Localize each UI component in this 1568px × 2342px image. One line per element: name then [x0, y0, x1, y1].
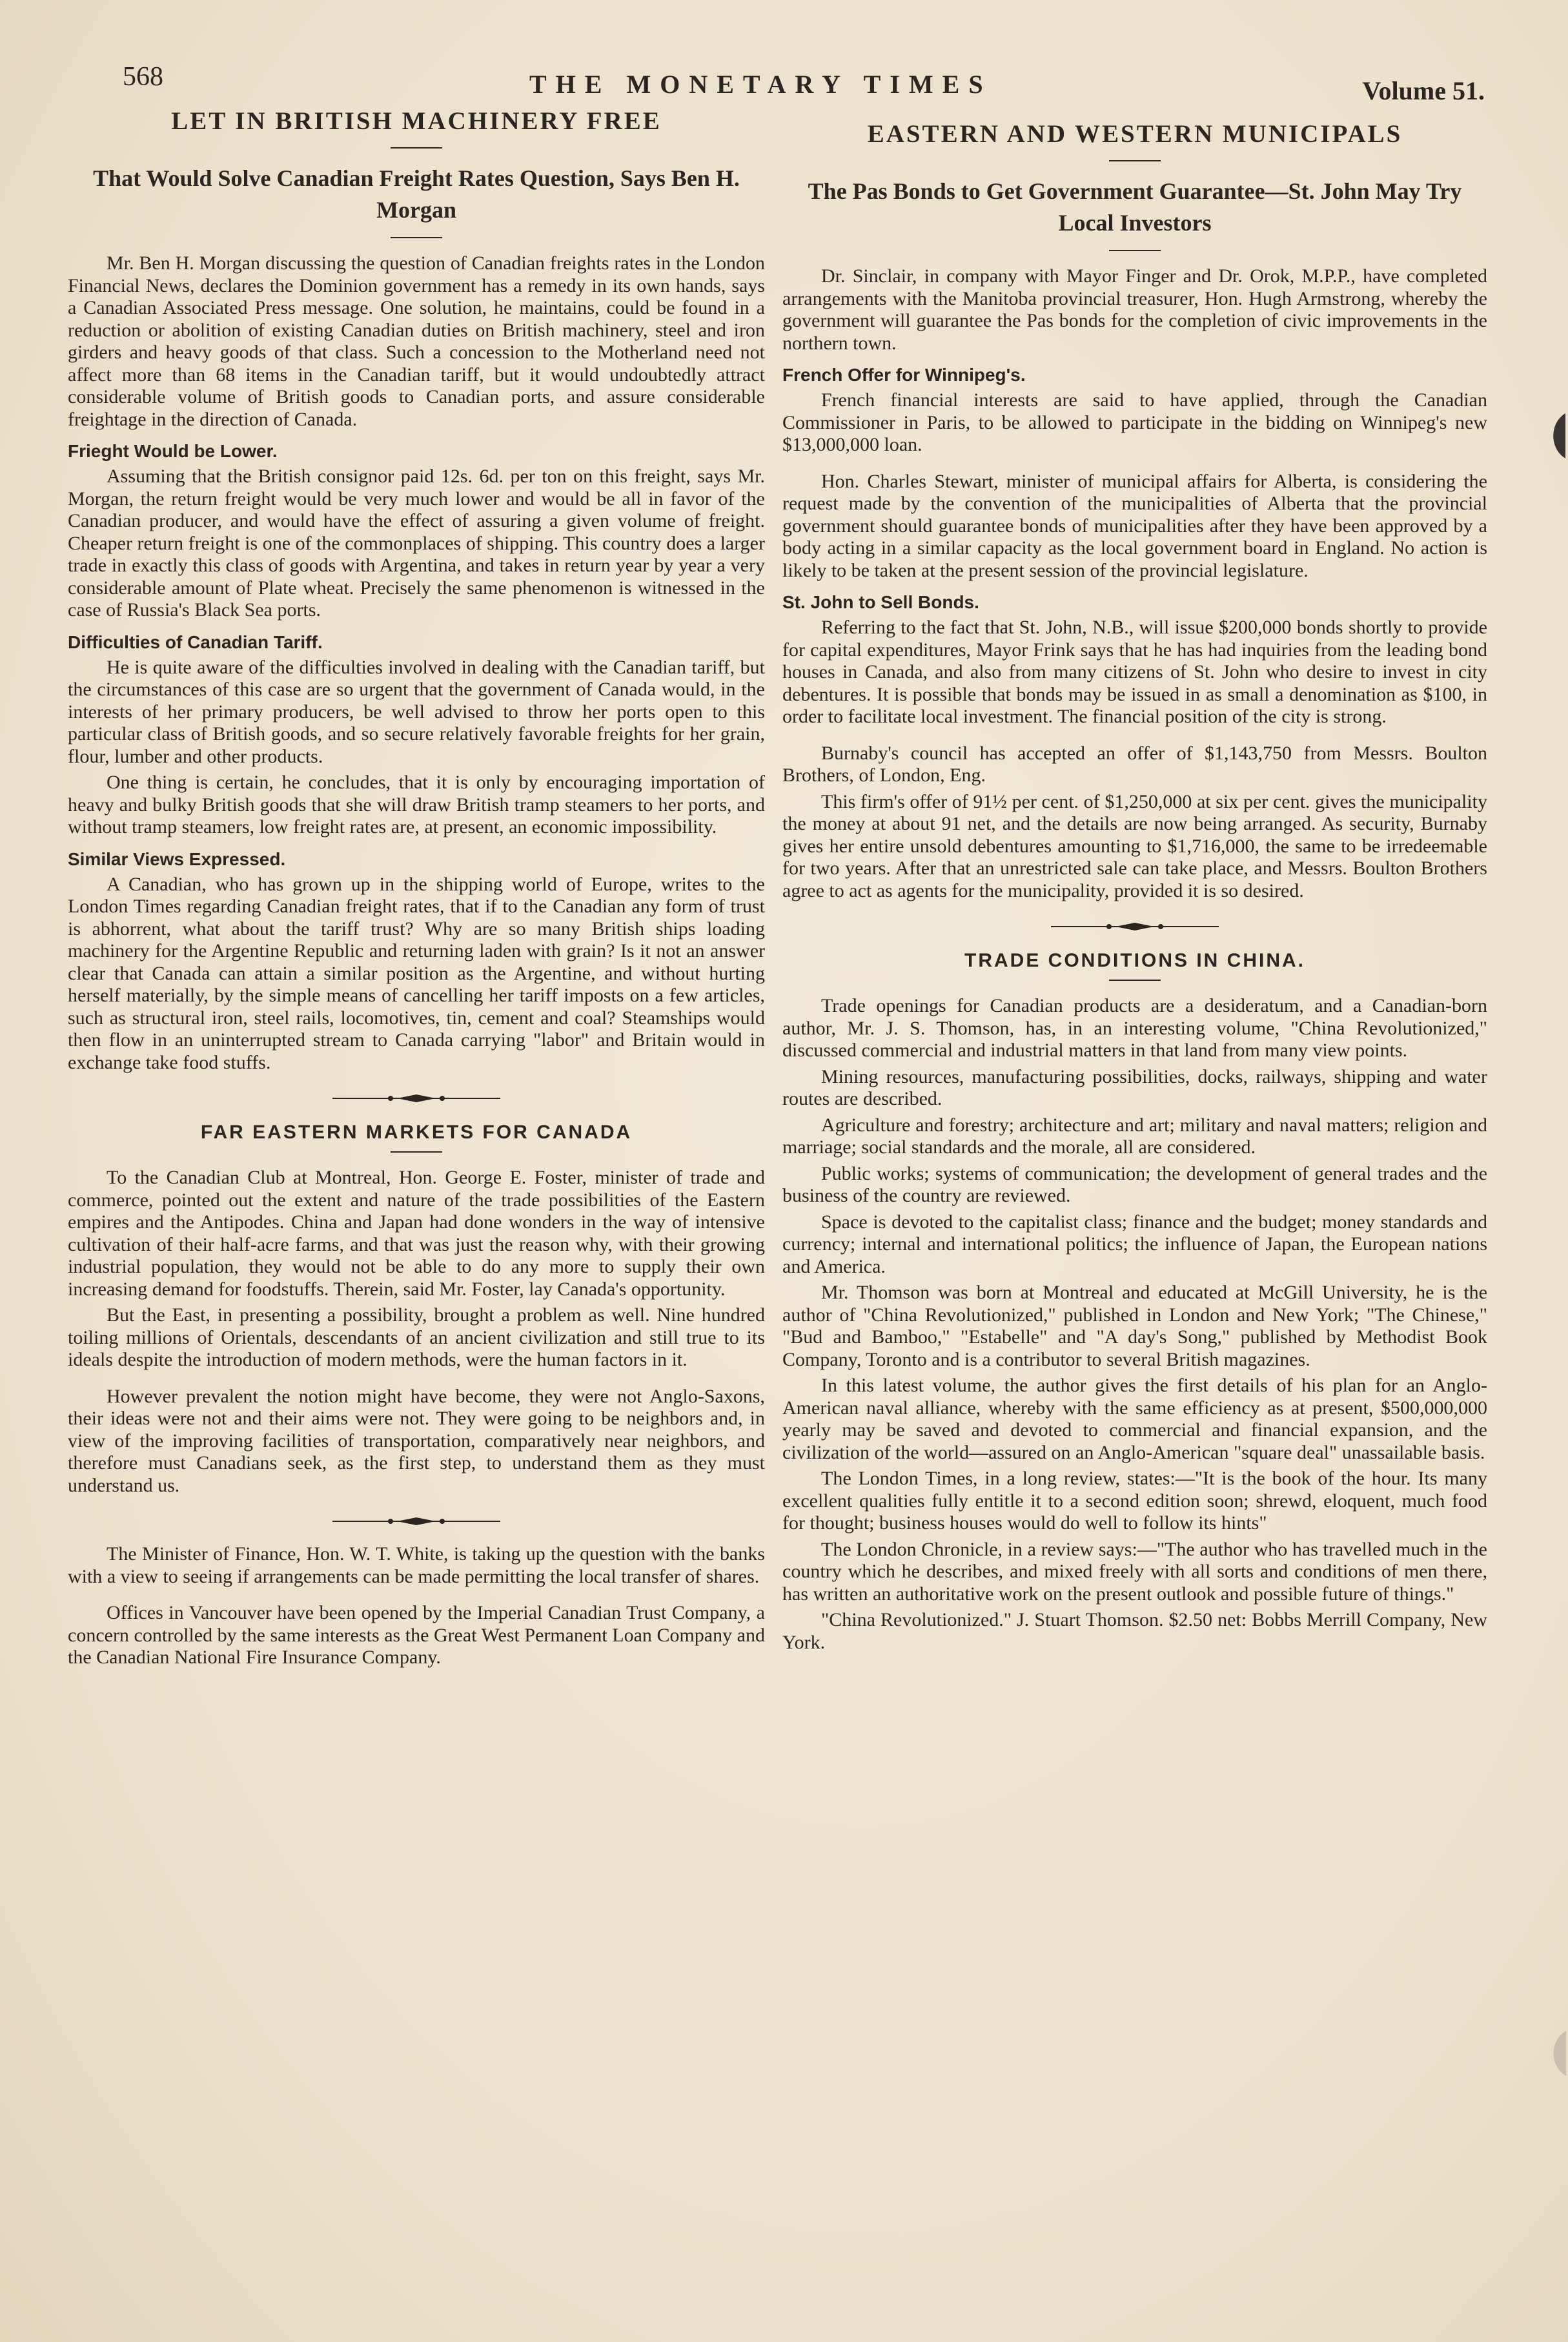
volume-label: Volume 51. [1362, 76, 1485, 105]
article-heading-trade-china: TRADE CONDITIONS IN CHINA. [964, 950, 1305, 972]
paragraph: "China Revolutionized." J. Stuart Thomson. $2.50 net: Bobbs Merrill Company, New York. [782, 1609, 1487, 1653]
left-column [68, 107, 765, 1673]
paragraph: Hon. Charles Stewart, minister of municipal affairs for Alberta, is considering the request made by the convention of the municipalities of Alberta that the provincial government should guarantee bonds of municipalities after they have been approved by a body acting in a similar capacity as the local government board in England. No action is likely to be taken at the present session of the provincial legislature. [782, 470, 1487, 581]
article-subheading-freight-rates: That Would Solve Canadian Freight Rates Question, Says Ben H. Morgan [93, 165, 740, 223]
article-subheading-pas-bonds: The Pas Bonds to Get Government Guarantee—St. John May Try Local Investors [808, 178, 1462, 236]
paragraph: Mr. Ben H. Morgan discussing the question of Canadian freights rates in the London Financial News, declares the Dominion government has a remedy in its own hands, says a Canadian Associated Press message. One solution, he maintains, could be found in a reduction or abolition of existing Canadian duties on British machinery, steel and iron girders and heavy goods of that class. Such a concession to the Motherland need not affect more than 68 items in the Canadian tariff, but it would undoubtedly attract considerable volume of British goods to Canadian ports, and assure considerable freightage in the direction of Canada. [68, 252, 765, 430]
binding-clip-mark [1546, 413, 1565, 458]
paragraph: Burnaby's council has accepted an offer of $1,143,750 from Messrs. Boulton Brothers, of London, Eng. [782, 742, 1487, 786]
paragraph: Offices in Vancouver have been opened by the Imperial Canadian Trust Company, a concern controlled by the same interests as the Great West Permanent Loan Company and the Canadian National Fire Insurance Company. [68, 1602, 765, 1669]
paragraph: In this latest volume, the author gives the first details of his plan for an Anglo-American naval alliance, whereby with the same efficiency as at present, $500,000,000 yearly may be saved and devoted to commercial and financial expansion, and the civilization of the world—assured on an Anglo-American "square deal" unassailable basis. [782, 1375, 1487, 1463]
paragraph: Agriculture and forestry; architecture and art; military and naval matters; religion and marriage; social standards and the morale, all are considered. [782, 1114, 1487, 1158]
page-header [116, 61, 1485, 113]
paragraph: French financial interests are said to have applied, through the Canadian Commissioner in Paris, to be allowed to participate in the bidding on Winnipeg's new $13,000,000 loan. [782, 389, 1487, 456]
side-heading-st-john-bonds: St. John to Sell Bonds. [782, 592, 979, 613]
right-column [782, 119, 1487, 1658]
paragraph: This firm's offer of 91½ per cent. of $1,250,000 at six per cent. gives the municipality the money at about 91 net, and the details are now being arranged. As security, Burnaby gives her entire unsold debentures amounting to $1,716,000, the same to be irredeemable for two years. After that an unrestricted sale can take place, and Messrs. Boulton Brothers agree to act as agents for the municipality, provided it is so desired. [782, 790, 1487, 901]
article-heading-municipals: EASTERN AND WESTERN MUNICIPALS [867, 120, 1403, 148]
paragraph: The London Times, in a long review, states:—"It is the book of the hour. Its many excellent qualities fully entitle it to a second edition soon; shrewd, eloquent, much food for thought; business houses would do well to follow its hints" [782, 1468, 1487, 1534]
paragraph: The London Chronicle, in a review says:—"The author who has travelled much in the country which he describes, and mixed freely with all sorts and conditions of men there, has written an authoritative work on the present outlook and possible future of things." [782, 1538, 1487, 1605]
page-number: 568 [123, 62, 163, 92]
side-heading-tariff-difficulties: Difficulties of Canadian Tariff. [68, 632, 323, 652]
paragraph: Trade openings for Canadian products are a desideratum, and a Canadian-born author, Mr. J. S. Thomson, has, in an interesting volume, "China Revolutionized," discussed commercial and industrial matters in that land from many view points. [782, 995, 1487, 1062]
paragraph: Dr. Sinclair, in company with Mayor Finger and Dr. Orok, M.P.P., have completed arrangements with the Manitoba provincial treasurer, Hon. Hugh Armstrong, whereby the government will guarantee the Pas bonds for the completion of civic improvements in the northern town. [782, 265, 1487, 354]
side-heading-similar-views: Similar Views Expressed. [68, 848, 286, 869]
article-heading-far-eastern-markets: FAR EASTERN MARKETS FOR CANADA [200, 1122, 633, 1144]
paragraph: Mr. Thomson was born at Montreal and educated at McGill University, he is the author of "China Revolutionized," published in London and New York; "The Chinese," "Bud and Bamboo," "Estabelle" and "A day's Song," published by Methodist Book Company, Toronto and is a contributor to several British magazines. [782, 1282, 1487, 1370]
binding-clip-mark [1544, 2031, 1566, 2076]
article-heading-british-machinery: LET IN BRITISH MACHINERY FREE [171, 107, 662, 135]
paragraph: The Minister of Finance, Hon. W. T. White, is taking up the question with the banks with a view to seeing if arrangements can be made permitting the local transfer of shares. [68, 1543, 765, 1587]
divider-rule [1109, 160, 1161, 161]
paragraph: But the East, in presenting a possibility, brought a problem as well. Nine hundred toiling millions of Orientals, descendants of an ancient civilization and still true to its ideals despite the introduction of modern methods, were the human factors in it. [68, 1304, 765, 1371]
side-heading-french-offer: French Offer for Winnipeg's. [782, 365, 1026, 385]
divider-rule [391, 1151, 442, 1153]
ornament-divider [332, 1515, 500, 1528]
paragraph: Space is devoted to the capitalist class; finance and the budget; money standards and currency; internal and international politics; the influence of Japan, the European nations and America. [782, 1211, 1487, 1277]
paragraph: Assuming that the British consignor paid 12s. 6d. per ton on this freight, says Mr. Morgan, the return freight would be very much lower and would be all in favor of the Canadian producer, and would have the effect of assuring a given volume of freight. Cheaper return freight is one of the commonplaces of shipping. This country does a larger trade in exactly this class of goods with Argentina, and takes in return year by year a very considerable amount of Plate wheat. Precisely the same phenomenon is witnessed in the case of Russia's Black Sea ports. [68, 466, 765, 621]
ornament-divider [1051, 920, 1219, 933]
paragraph: A Canadian, who has grown up in the shipping world of Europe, writes to the London Times regarding Canadian freight rates, that if to the Canadian any form of trust is abhorrent, what about the tariff trust? Why are so many British ships loading machinery for the Argentine Republic and returning laden with grain? Is it not an answer clear that Canada can attain a similar position as the Argentine, and without hurting herself materially, by the simple means of cancelling her tariff imposts on a few articles, such as structural iron, steel rails, locomotives, tin, cement and coal? Steamships would then flow in an uninterrupted stream to Canada carrying "labor" and Britain would in exchange take food stuffs. [68, 873, 765, 1073]
paragraph: To the Canadian Club at Montreal, Hon. George E. Foster, minister of trade and commerce, pointed out the extent and nature of the trade possibilities of the Eastern empires and the Antipodes. China and Japan had done wonders in the way of intensive cultivation of their half-acre farms, and that was just the reason why, with their growing industrial population, they would not be able to do any more to supply their own increasing demand for foodstuffs. Therein, said Mr. Foster, lay Canada's opportunity. [68, 1167, 765, 1300]
paragraph: Referring to the fact that St. John, N.B., will issue $200,000 bonds shortly to provide for capital expenditures, Mayor Frink says that he has had inquiries from the leading bond houses in Canada, and also from many citizens of St. John who desire to invest in city debentures. It is possible that bonds may be issued in as small a denomination as $100, in order to facilitate local investment. The financial position of the city is strong. [782, 617, 1487, 728]
divider-rule [391, 237, 442, 238]
masthead: THE MONETARY TIMES [529, 70, 992, 99]
paragraph: Public works; systems of communication; the development of general trades and the business of the country are reviewed. [782, 1162, 1487, 1207]
ornament-divider [332, 1092, 500, 1105]
divider-rule [1109, 980, 1161, 981]
divider-rule [1109, 250, 1161, 251]
side-heading-freight-lower: Frieght Would be Lower. [68, 441, 278, 462]
paragraph: However prevalent the notion might have become, they were not Anglo-Saxons, their ideas were not and their aims were not. They were going to be neighbors and, in view of the improving facilities of transportation, comparatively near neighbors, and therefore must Canadians seek, as the first step, to understand them as they must understand us. [68, 1385, 765, 1496]
divider-rule [391, 147, 442, 149]
paragraph: Mining resources, manufacturing possibilities, docks, railways, shipping and water routes are described. [782, 1065, 1487, 1110]
paragraph: He is quite aware of the difficulties involved in dealing with the Canadian tariff, but the circumstances of this case are so urgent that the government of Canada would, in the interests of her primary producers, be well advised to throw her ports open to this particular class of British goods, and so secure relatively favorable freights for her grain, flour, lumber and other products. [68, 656, 765, 767]
paragraph: One thing is certain, he concludes, that it is only by encouraging importation of heavy and bulky British goods that she will draw British tramp steamers to her ports, and without tramp steamers, low freight rates are, at present, an economic impossibility. [68, 772, 765, 838]
